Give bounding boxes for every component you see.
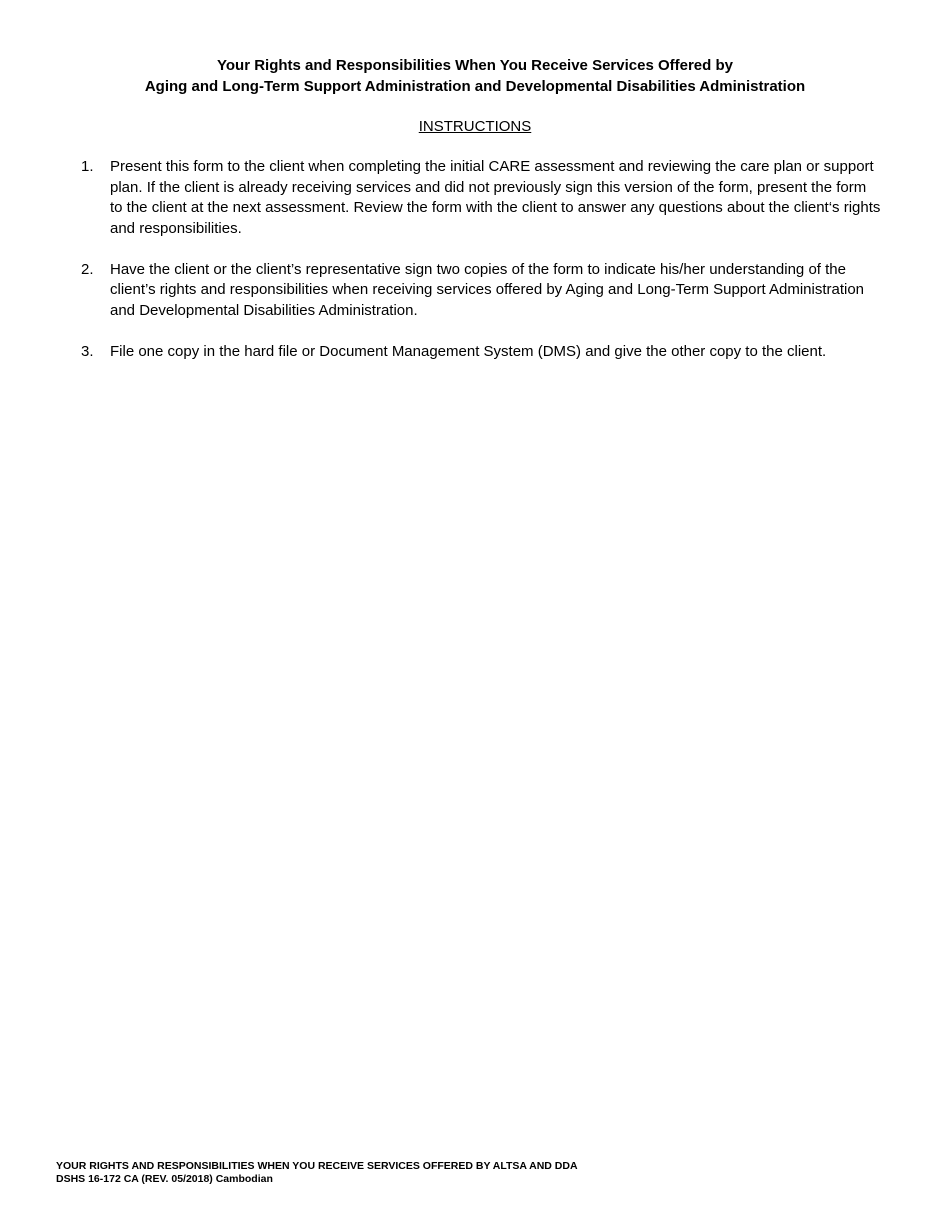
instruction-number: 2. <box>81 260 94 278</box>
instruction-number: 3. <box>81 342 94 360</box>
instruction-text: Have the client or the client’s representative sign two copies of the form to indicate his/her understanding of the client’s rights and responsibilities when receiving services offered by Aging and Long-Term Support Administration and Developmental Disabilities Administration. <box>110 260 865 319</box>
document-title <box>60 55 890 97</box>
title-line-1: Your Rights and Responsibilities When You Receive Services Offered by <box>217 57 733 74</box>
instruction-text: File one copy in the hard file or Document Management System (DMS) and give the other copy to the client. <box>110 342 827 360</box>
instruction-item <box>81 157 881 239</box>
instruction-number: 1. <box>81 158 94 175</box>
title-line-2: Aging and Long-Term Support Administration and Developmental Disabilities Administration <box>144 78 806 95</box>
footer-form-title: YOUR RIGHTS AND RESPONSIBILITIES WHEN YOU RECEIVE SERVICES OFFERED BY ALTSA AND DDA <box>56 1160 578 1172</box>
instruction-item <box>81 260 881 322</box>
instructions-heading: INSTRUCTIONS <box>418 118 532 135</box>
footer-form-number: DSHS 16-172 CA (REV. 05/2018) Cambodian <box>56 1173 273 1185</box>
instruction-text: Present this form to the client when completing the initial CARE assessment and reviewing the care plan or support plan. If the client is already receiving services and did not previously sign this version of the form, present the form to the client at the next assessment. Review the form with the client to answer any questions about the client‘s rights and responsibilities. <box>110 158 881 237</box>
instructions-list <box>81 157 881 383</box>
instruction-item <box>81 342 881 363</box>
form-footer <box>56 1160 578 1186</box>
